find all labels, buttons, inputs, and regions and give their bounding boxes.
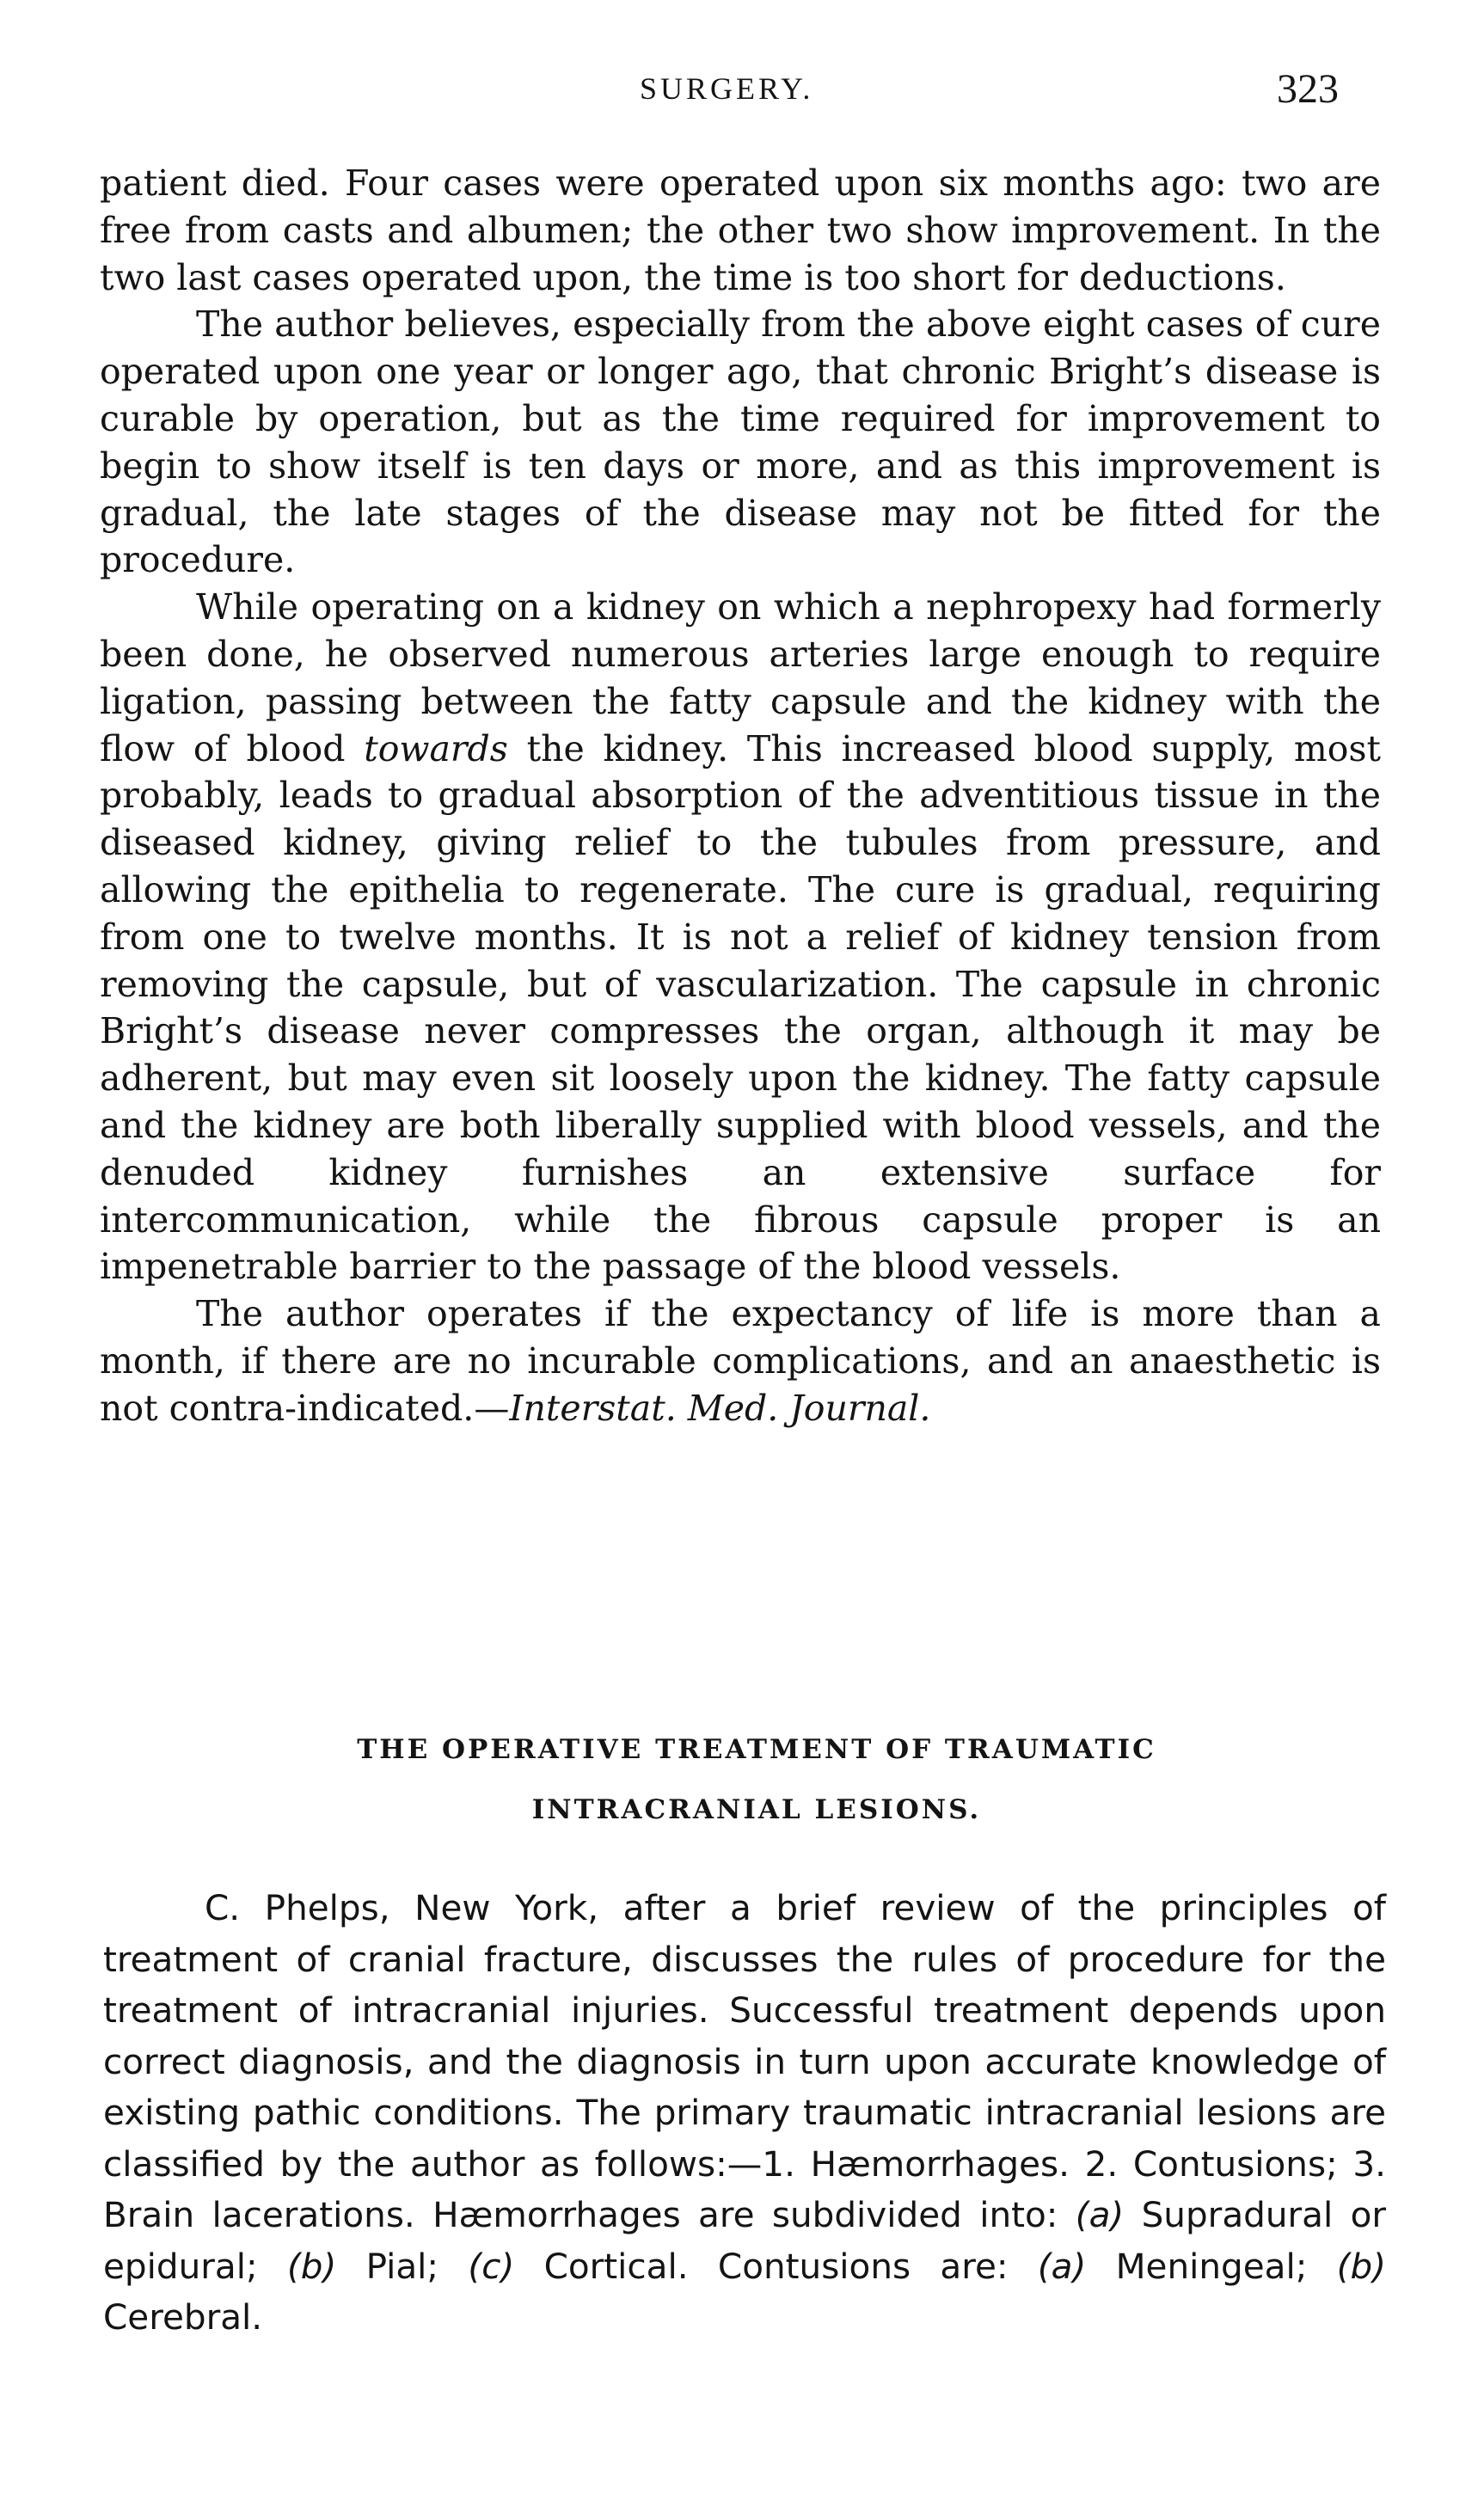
marker-a: (a) [1075,2194,1125,2235]
article-intracranial-text [103,1883,1386,2344]
marker-b: (b) [286,2245,337,2287]
marker-a-2: (a) [1037,2245,1087,2287]
phelps-text-3: Pial; [365,2245,439,2287]
paragraph-author-believes: The author believes, especially from the above eight cases of cure operated upon one year or longer ago, that chronic Bright’s disease is curable by operation, but as the time required for improvement to begin to show itself is ten days or more, and as this improvement is gradual, the late stages of the disease may not be fitted for the procedure. [100,303,1381,581]
paragraph-author-operates [100,1290,1381,1431]
paragraph-nephropexy [100,584,1381,1290]
operates-text: The author operates if the expectancy of life is more than a month, if there are no incurable complications, and an anaesthetic is not contra-indicated.— [100,1293,1381,1429]
section-heading-line-1: THE OPERATIVE TREATMENT OF TRAUMATIC [357,1734,1156,1765]
page-number: 323 [1277,66,1339,112]
marker-b-2: (b) [1336,2245,1387,2287]
nephropexy-text-start: While operating on a kidney on which a nephropexy had formerly been done, he observed numerous arteries large enough to require ligation, passing between the fatty capsule and the kidney with the flow of blood [100,586,1381,769]
phelps-text-5: Meningeal; [1115,2245,1308,2287]
paragraph-continuation: patient died. Four cases were operated upon six months ago: two are free from casts and albumen; the other two show improvement. In the two last cases operated upon, the time is too short for deductions. [100,162,1381,298]
paragraph-phelps [103,1883,1386,2344]
phelps-text-2: Supradural or epidural; [103,2194,1387,2287]
phelps-text-1: C. Phelps, New York, after a brief review of the principles of treatment of cranial fracture, discusses the rules of procedure for the treatment of intracranial injuries. Successful treatment depends upon correct diagnosis, and the diagnosis in turn upon accurate knowledge of existing pathic conditions. The primary traumatic intracranial lesions are classified by the author as follows:—1. Hæmorrhages. 2. Contusions; 3. Brain lacerations. Hæmorrhages are subdivided into: [103,1887,1386,2235]
phelps-text-4: Cortical. Contusions are: [543,2245,1009,2287]
section-heading [198,1719,1315,1840]
emphasis-towards: towards [364,727,508,769]
running-head-title: SURGERY. [640,71,814,106]
running-head [0,66,1484,122]
phelps-text-6: Cerebral. [103,2296,263,2338]
article-kidney-text [100,160,1381,1432]
section-heading-line-2: INTRACRANIAL LESIONS. [531,1794,982,1825]
source-citation: Interstat. Med. Journal. [509,1387,931,1429]
marker-c: (c) [468,2245,515,2287]
nephropexy-text-end: the kidney. This increased blood supply, most probably, leads to gradual absorption of the adventitious tissue in the diseased kidney, giving relief to the tubules from pressure, and allowing the epithelia to regenerate. The cure is gradual, requiring from one to twelve months. It is not a relief of kidney tension from removing the capsule, but of vascularization. The capsule in chronic Bright’s disease never compresses the organ, although it may be adherent, but may even sit loosely upon the kidney. The fatty capsule and the kidney are both liberally supplied with blood vessels, and the denuded kidney furnishes an extensive surface for intercommunication, while the fibrous capsule proper is an impenetrable barrier to the passage of the blood vessels. [100,727,1381,1288]
